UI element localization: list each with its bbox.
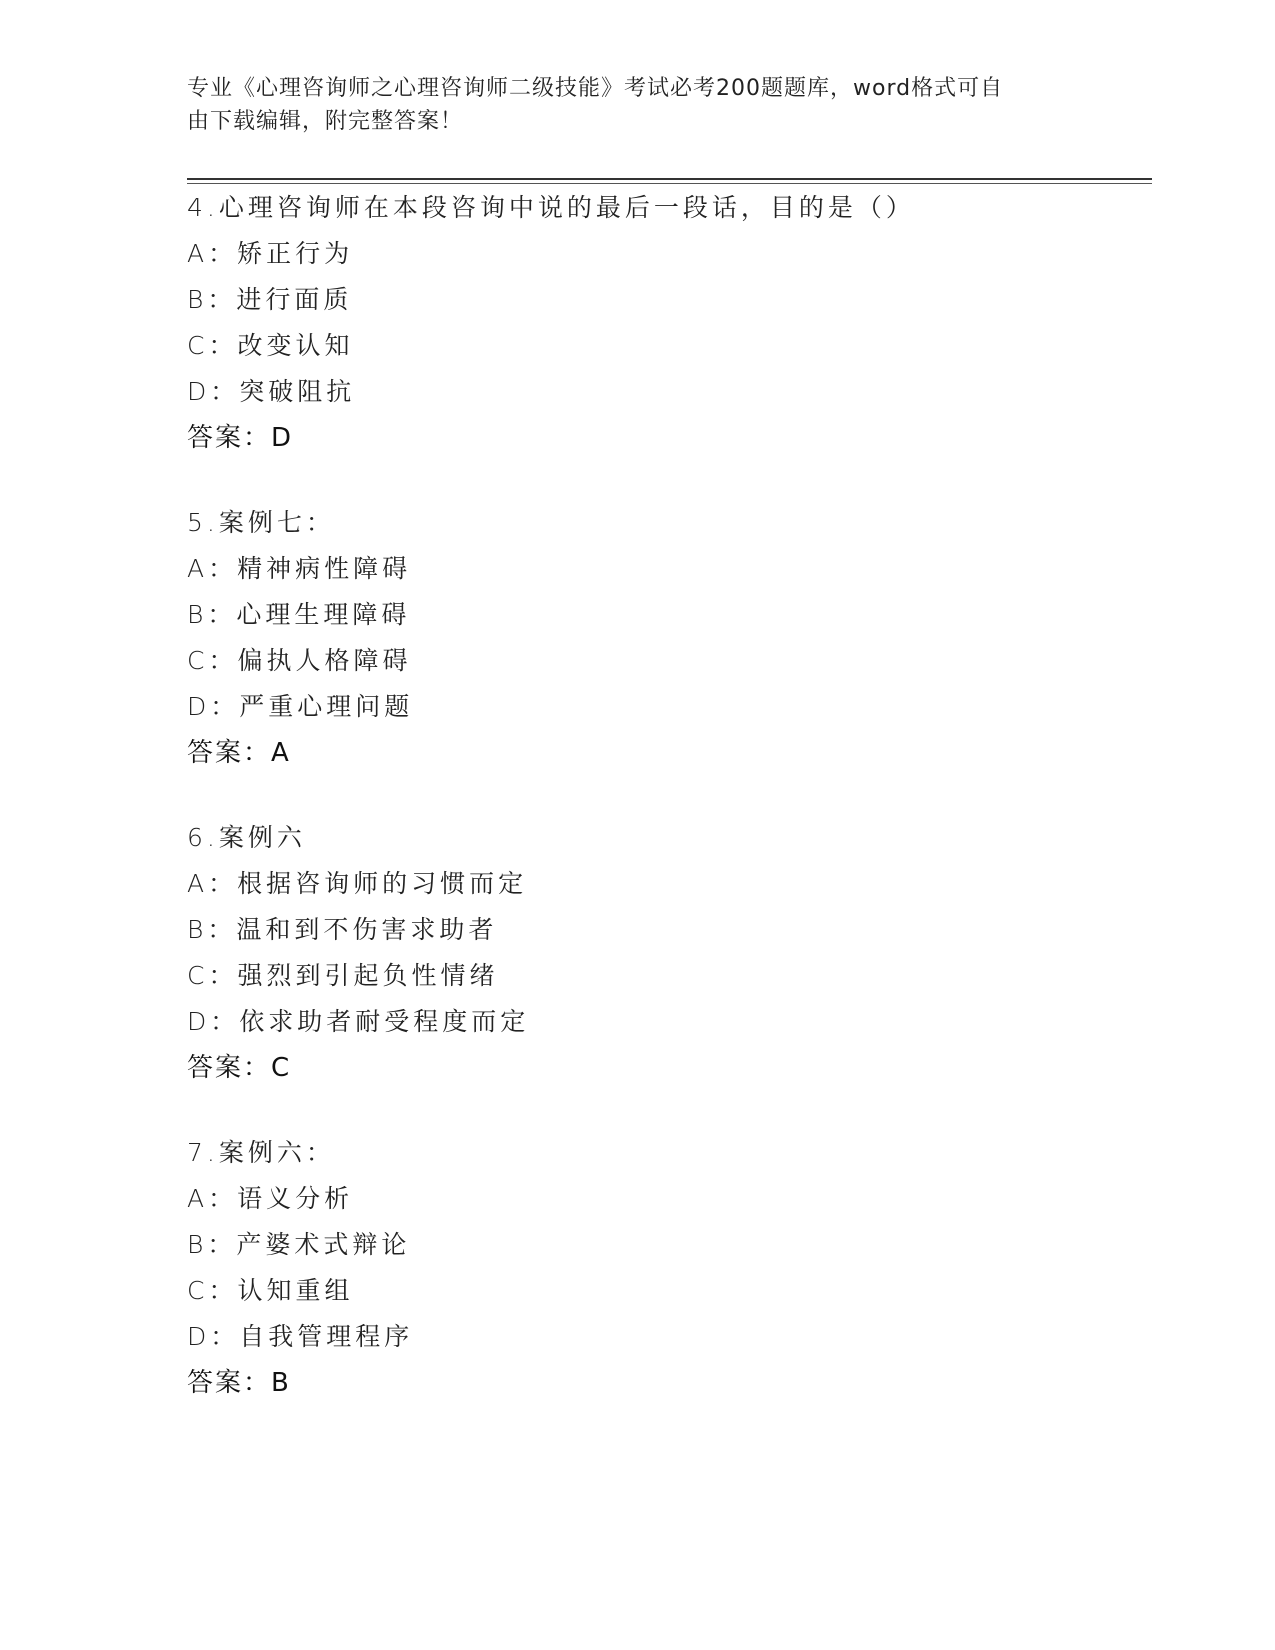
option-b: B：产婆术式辩论 xyxy=(187,1230,411,1259)
answer-label: 答案： xyxy=(187,1053,272,1083)
option-a: A：矫正行为 xyxy=(187,239,354,268)
option-b: B：进行面质 xyxy=(187,285,353,314)
question-7 xyxy=(187,1130,1147,1406)
question-stem: 7.案例六： xyxy=(187,1138,335,1167)
option-a: A：根据咨询师的习惯而定 xyxy=(187,869,528,898)
option-c: C：认知重组 xyxy=(187,1276,354,1305)
answer-value: A xyxy=(271,738,289,768)
option-c: C：偏执人格障碍 xyxy=(187,646,412,675)
question-stem: 6.案例六 xyxy=(187,823,306,852)
answer-line xyxy=(187,415,1147,461)
option-d: D：自我管理程序 xyxy=(187,1322,414,1351)
header-line-2: 由下载编辑，附完整答案！ xyxy=(187,109,464,134)
answer-label: 答案： xyxy=(187,423,272,453)
answer-line xyxy=(187,1360,1147,1406)
question-4 xyxy=(187,185,1147,461)
header-divider-thin xyxy=(187,183,1152,184)
option-a: A：精神病性障碍 xyxy=(187,554,412,583)
question-6 xyxy=(187,815,1147,1091)
option-a: A：语义分析 xyxy=(187,1184,354,1213)
answer-label: 答案： xyxy=(187,1368,272,1398)
option-b: B：温和到不伤害求助者 xyxy=(187,915,498,944)
answer-line xyxy=(187,1045,1147,1091)
option-c: C：改变认知 xyxy=(187,331,354,360)
option-c: C：强烈到引起负性情绪 xyxy=(187,961,499,990)
header-divider-thick xyxy=(187,178,1152,180)
option-b: B：心理生理障碍 xyxy=(187,600,411,629)
answer-value: C xyxy=(271,1053,290,1083)
answer-value: D xyxy=(271,423,292,453)
answer-label: 答案： xyxy=(187,738,272,768)
question-stem: 5.案例七： xyxy=(187,508,335,537)
answer-value: B xyxy=(271,1368,289,1398)
header-line-1: 专业《心理咨询师之心理咨询师二级技能》考试必考200题题库，word格式可自 xyxy=(187,76,1004,101)
document-header xyxy=(187,72,1067,138)
option-d: D：突破阻抗 xyxy=(187,377,356,406)
answer-line xyxy=(187,730,1147,776)
question-5 xyxy=(187,500,1147,776)
question-stem: 4.心理咨询师在本段咨询中说的最后一段话，目的是（） xyxy=(187,193,915,222)
option-d: D：严重心理问题 xyxy=(187,692,414,721)
option-d: D：依求助者耐受程度而定 xyxy=(187,1007,530,1036)
